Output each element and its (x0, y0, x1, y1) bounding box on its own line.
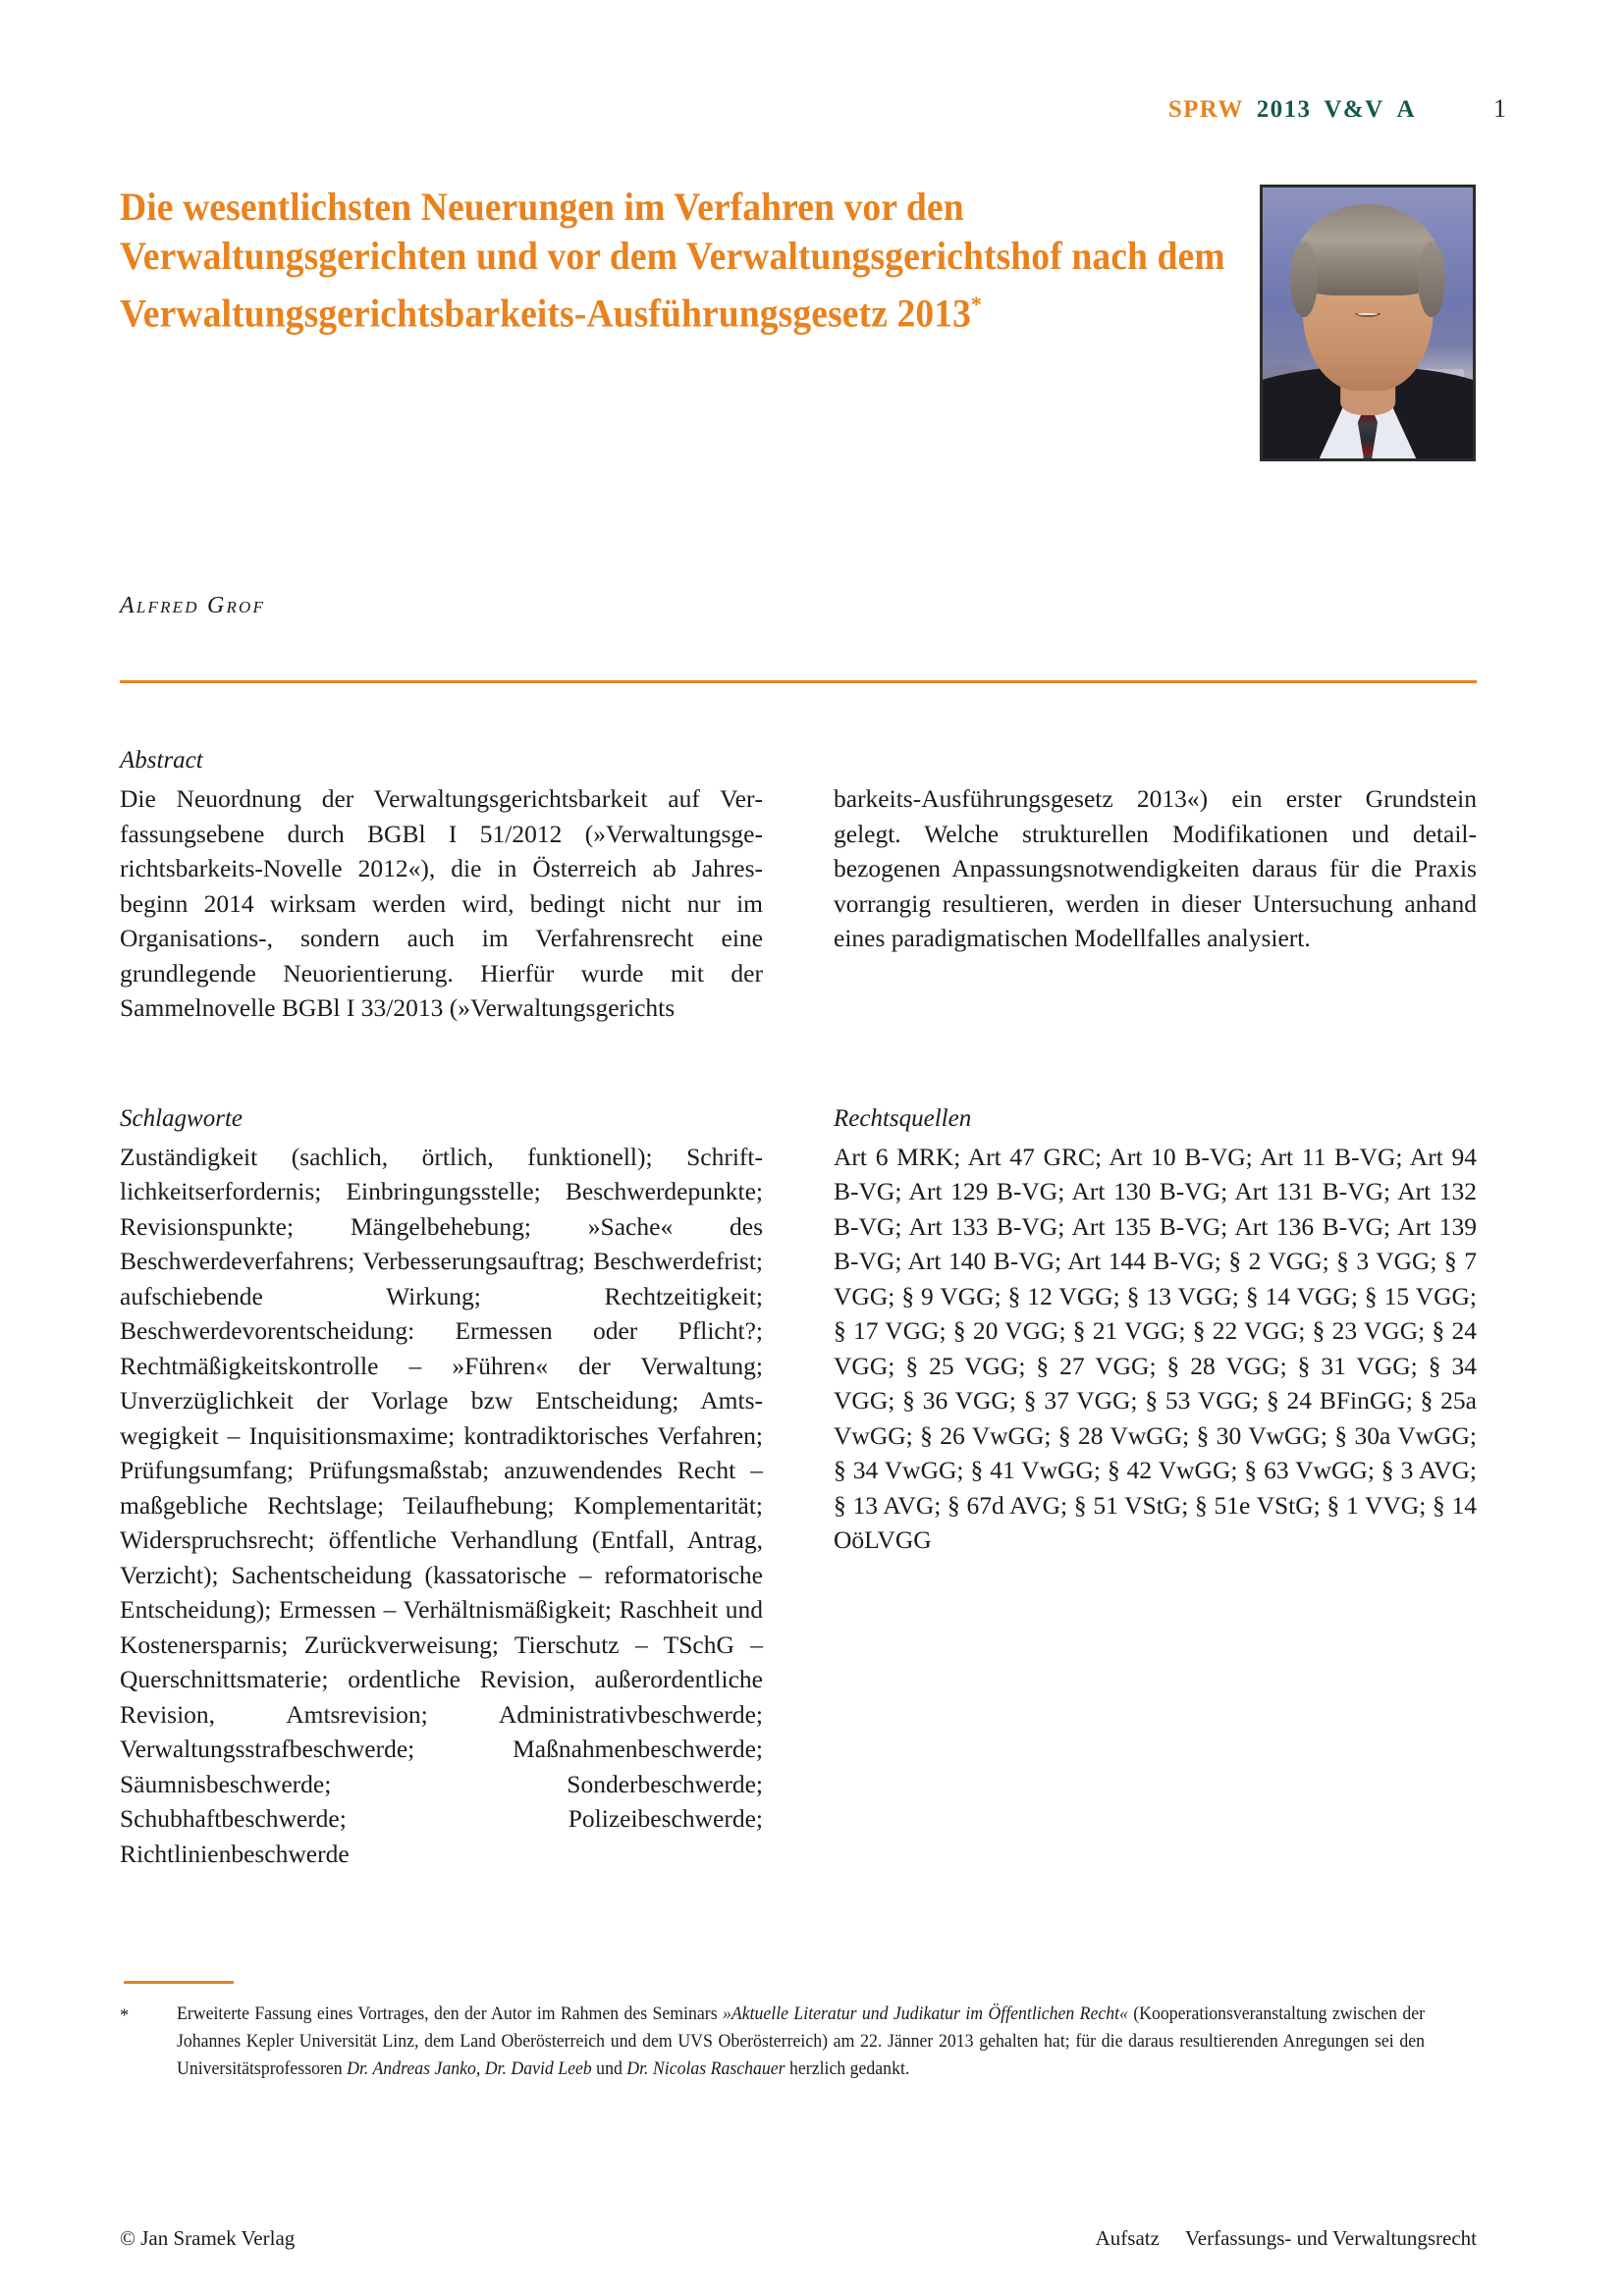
legal-sources-column (834, 1102, 1477, 1872)
abstract-text-right: barkeits-Ausführungsgesetz 2013«) ein erster Grundstein gelegt. Welche strukturellen Modifikationen und detailbezogenen Anpassungsnotwendigkeiten daraus für die Praxis vorrangig resultieren, werden in dieser Untersuchung anhand eines paradigmatischen Modellfalles analysiert. (834, 784, 1477, 952)
keywords-column (120, 1102, 763, 1872)
abstract-right-column (834, 744, 1477, 1026)
footnote-part-4: herzlich gedankt. (785, 2059, 910, 2079)
running-head-series: A (1396, 96, 1416, 123)
running-head-section: V&V (1324, 96, 1384, 123)
title-footnote-marker: * (971, 293, 982, 317)
title-block (120, 183, 1234, 338)
portrait-hair-right (1418, 241, 1445, 317)
footnote-marker: * (120, 2006, 130, 2026)
footer-classification (1096, 2226, 1477, 2251)
footnote-text (177, 2001, 1425, 2083)
section-spacer (120, 1026, 1477, 1102)
article-title-text: Die wesentlichsten Neuerungen im Verfahren vor den Verwaltungsgerichten und vor dem Verwaltungsgerichtshof nach dem Verwaltungsgerichtsbarkeits-Ausführungsgesetz 2013 (120, 185, 1225, 336)
footnote-divider (124, 1981, 234, 1984)
footer-subject-area: Verfassungs- und Verwaltungsrecht (1184, 2226, 1477, 2250)
footer-article-kind: Aufsatz (1095, 2226, 1160, 2250)
author-name: Alfred Grof (120, 593, 266, 618)
footnote-part-2: (Kooperationsveranstaltung zwischen der Johannes Kepler Universität Linz, dem Land Oberösterreich und dem UVS Oberösterreich) am 22. Jänner 2013 gehalten hat; für die daraus resultierenden Anregungen sei den Universitätsprofessoren (177, 2004, 1426, 2079)
running-head-journal: SPRW (1167, 96, 1244, 123)
header-divider (120, 680, 1477, 683)
article-front-matter (120, 744, 1477, 1871)
article-title (120, 183, 1232, 338)
running-head (118, 94, 1506, 124)
page-footer (120, 2226, 1477, 2251)
page-number: 1 (1493, 94, 1506, 123)
portrait-background (1263, 187, 1473, 458)
footnote-names-1: Dr. Andreas Janko, Dr. David Leeb (347, 2059, 592, 2079)
keywords-text: Zuständigkeit (sachlich, örtlich, funktionell); Schriftlichkeitserfordernis; Einbringungsstelle; Beschwerdepunkte; Revisionspunkte; Mängelbehebung; »Sache« des Beschwerdeverfahrens; Verbesserungsauftrag; Beschwerdefrist; aufschiebende Wirkung; Rechtzeitigkeit; Beschwerdevorentscheidung: Ermessen oder Pflicht?; Rechtmäßigkeitskontrolle – »Führen« der Verwaltung; Unverzüglichkeit der Vorlage bzw Entscheidung; Amtswegigkeit – Inquisitionsmaxime; kontradiktorisches Verfahren; Prüfungsumfang; Prüfungsmaßstab; anzuwendendes Recht – maßgebliche Rechtslage; Teilaufhebung; Komplementarität; Widerspruchsrecht; öffentliche Verhandlung (Entfall, Antrag, Verzicht); Sachentscheidung (kassatorische – reformatorische Entscheidung); Ermessen – Verhältnismäßigkeit; Raschheit und Kostenersparnis; Zurückverweisung; Tierschutz – TSchG – Querschnittsmaterie; ordentliche Revision, außerordentliche Revision, Amtsrevision; Administrativbeschwerde; Verwaltungsstrafbeschwerde; Maßnahmenbeschwerde; Säumnisbeschwerde; Sonderbeschwerde; Schubhaftbeschwerde; Polizeibeschwerde; Richtlinienbeschwerde (120, 1142, 763, 1868)
legal-sources-text: Art 6 MRK; Art 47 GRC; Art 10 B-VG; Art 11 B-VG; Art 94 B-VG; Art 129 B-VG; Art 130 B-VG; Art 131 B-VG; Art 132 B-VG; Art 133 B-VG; Art 135 B-VG; Art 136 B-VG; Art 139 B-VG; Art 140 B-VG; Art 144 B-VG; § 2 VGG; § 3 VGG; § 7 VGG; § 9 VGG; § 12 VGG; § 13 VGG; § 14 VGG; § 15 VGG; § 17 VGG; § 20 VGG; § 21 VGG; § 22 VGG; § 23 VGG; § 24 VGG; § 25 VGG; § 27 VGG; § 28 VGG; § 31 VGG; § 34 VGG; § 36 VGG; § 37 VGG; § 53 VGG; § 24 BFinGG; § 25a VwGG; § 26 VwGG; § 28 VwGG; § 30 VwGG; § 30a VwGG; § 34 VwGG; § 41 VwGG; § 42 VwGG; § 63 VwGG; § 3 AVG; § 13 AVG; § 67d AVG; § 51 VStG; § 51e VStG; § 1 VVG; § 14 OöLVGG (834, 1142, 1477, 1554)
abstract-row (120, 744, 1477, 1026)
portrait-hair-left (1290, 241, 1318, 317)
abstract-left-column (120, 744, 763, 1026)
running-head-year: 2013 (1256, 96, 1312, 123)
keywords-label: Schlagworte (120, 1104, 243, 1132)
abstract-label: Abstract (120, 747, 203, 774)
footnote-names-2: Dr. Nicolas Raschauer (626, 2059, 785, 2079)
publisher-copyright: © Jan Sramek Verlag (120, 2226, 296, 2250)
footnote-part-1: Erweiterte Fassung eines Vortrages, den der Autor im Rahmen des Seminars (177, 2004, 723, 2024)
keywords-sources-row (120, 1102, 1477, 1872)
footnote (120, 2001, 1477, 2083)
legal-sources-label: Rechtsquellen (834, 1104, 972, 1132)
footnote-seminar-title: »Aktuelle Literatur und Judikatur im Öffentlichen Recht« (722, 2004, 1128, 2024)
footnote-part-3: und (591, 2059, 627, 2079)
author-portrait (1260, 185, 1476, 461)
abstract-text-left: Die Neuordnung der Verwaltungsgerichtsbarkeit auf Verfassungsebene durch BGBl I 51/2012 (»Verwaltungsgerichtsbarkeits-Novelle 2012«), die in Österreich ab Jahresbeginn 2014 wirksam werden wird, bedingt nicht nur im Organisations-, sondern auch im Verfahrensrecht eine grundlegende Neuorientierung. Hierfür wurde mit der Sammelnovelle BGBl I 33/2013 (»Verwaltungsgerichts (120, 784, 763, 1022)
